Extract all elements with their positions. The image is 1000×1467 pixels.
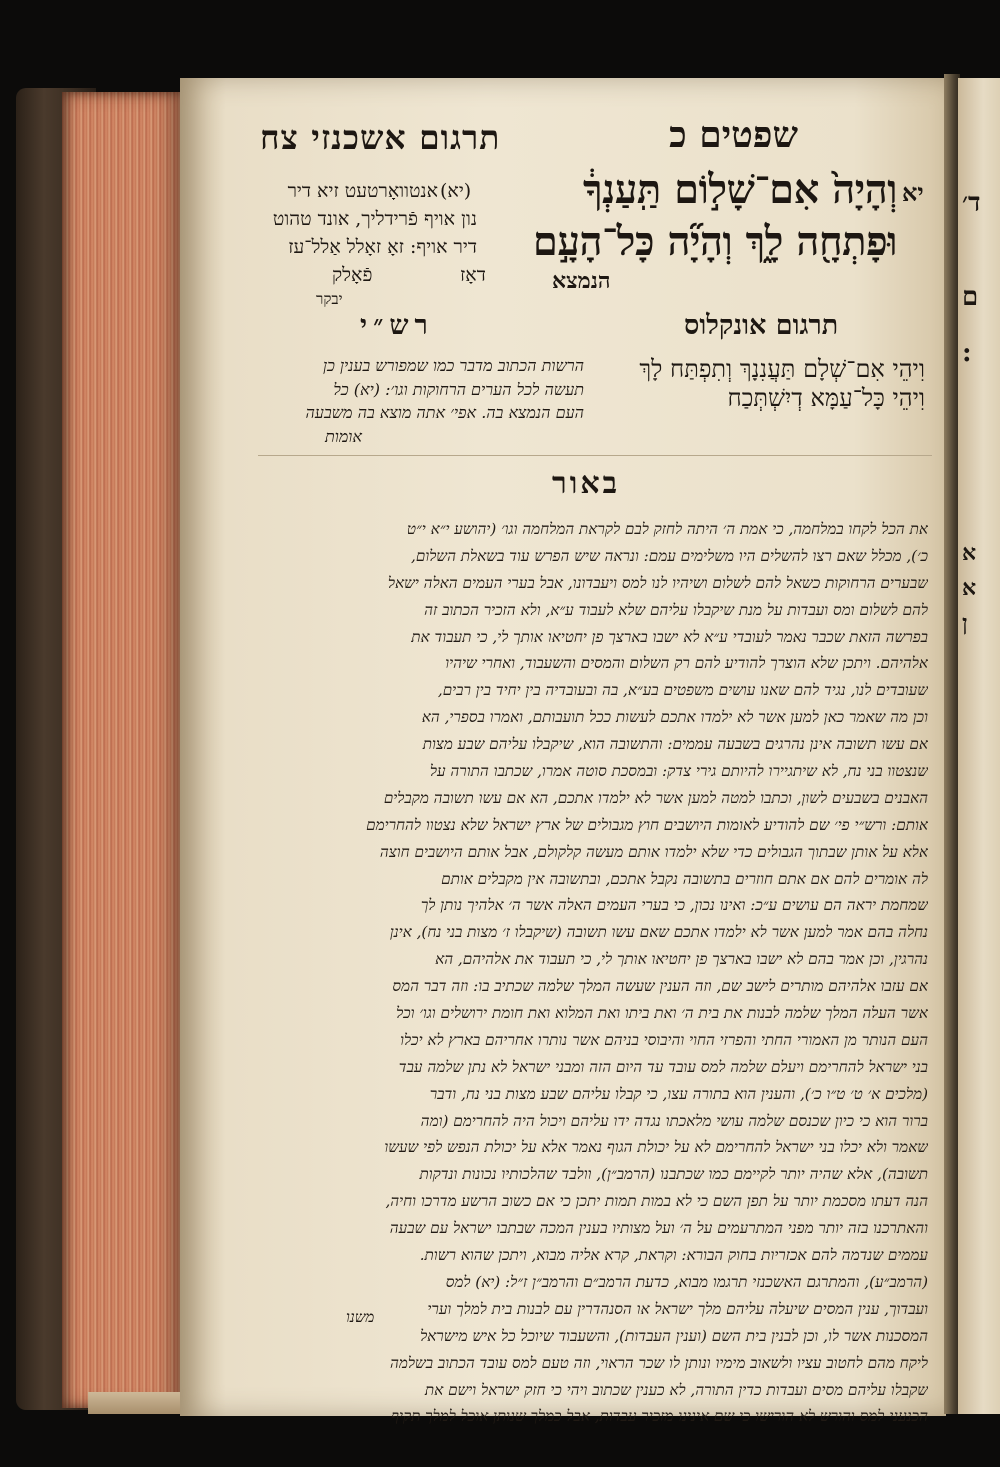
- biur-line: אלא על אותן שבתוך הגבולים כדי שלא ילמדו אותם מעשה קלקולם, אבל אותם היושבים חוצה: [379, 842, 928, 861]
- section-divider: [258, 455, 932, 456]
- running-header-right: שפטים כ: [669, 114, 798, 156]
- running-header-left: תרגום אשכנזי צח: [260, 118, 501, 157]
- biur-line: והאתרכנו בזה יותר מפני המתרעמים על ה׳ ועל מצותיו בענין המכה שבתבו ישראל עם שבעה: [389, 1219, 928, 1238]
- facing-page: [958, 78, 1000, 1414]
- facing-page-fragment: א: [962, 540, 977, 566]
- biur-commentary: [220, 516, 928, 1430]
- facing-page-fragment: ן: [962, 610, 968, 636]
- biur-line: עממים שנדמה להם אכזריות בחוק הבורא: וקראת, קרא אליה מבוא, ויתכן שהוא רשות.: [419, 1246, 928, 1265]
- translation-line: פֿאָלק: [332, 264, 373, 286]
- biur-line: ברור הוא כי כיון שכנסם שלמה עושי מלאכתו נגדה ידו עליהם ויכול היה להחרימם (ומה: [420, 1111, 928, 1130]
- rashi-line: העם הנמצא בה. אפי׳ אתה מוצא בה משבעה: [305, 403, 584, 422]
- rashi-heading: רש״י: [360, 310, 434, 341]
- facing-page-fragment: ד׳: [962, 188, 981, 218]
- biur-line: ועבדוך, ענין המסים שיעלה עליהם מלך ישראל או הסנהדרין עם לבנות בית למלך וערי: [427, 1299, 928, 1318]
- biur-line: הכנעני למס והורש לא הורישו כי שם אינינו מזכיר עבדות, אבל כמלך שנותן אוכל למלך תקיף: [391, 1407, 928, 1426]
- biur-line: הנה דעתו מסכמת יותר על תפן השם כי לא במות תמות יתכן כי אם כשוב הרשע מדרכו וחיה,: [385, 1192, 928, 1211]
- biur-line: (מלכים א׳ ט׳ ט״ו כ׳), והענין הוא בתורה עצו, כי קבלו עליהם שבע מצות בני נח, ודבר: [429, 1084, 928, 1103]
- onkelos-heading: תרגום אונקלוס: [684, 310, 839, 341]
- onkelos-line: וִיהֵי אִם־שְׁלָם תַּעֲנִנָךְ וְתִפְתַּח לָךְ: [639, 355, 925, 383]
- biur-line: העם הנותר מן האמורי החתי והפרזי החוי והיבוסי בניהם אשר נותרו אחריהם בארץ לא יכלו: [400, 1030, 928, 1049]
- biur-line: שנצטוו בני נח, לא שיתגיירו להיותם גירי צדק: ובמסכת סוטה אמרו, שכתבו התורה על: [429, 762, 928, 781]
- biur-line: אשר העלה המלך שלמה לבנות את בית ה׳ ואת ביתו ואת המלוא ואת חומת ירושלים וגו׳ וכל: [396, 1004, 928, 1023]
- biur-line: שבערים הרחוקות כשאל להם לשלום ושיהיו לנו למס ויעבדונו, אבל בערי העמים האלה ישאל: [387, 573, 928, 592]
- biur-line: אלהיהם. ויתכן שלא הוצרך להודיע להם רק השלום והמסים והשעבוד, ואחרי שיהיו: [445, 654, 928, 673]
- biur-line: בפרשה הזאת שכבר נאמר לעובדי ע״א לא ישבו בארצך פן יחטיאו אותך לי, כי תעבוד את: [411, 627, 928, 646]
- biur-line: שאמר ולא יכלו בני ישראל להחרימם לא על יכולת הגוף נאמר אלא על יכולת הנפש לפי שעשו: [384, 1138, 928, 1157]
- translation-catchword: יבקר: [316, 290, 343, 308]
- biur-line: אם עשו תשובה אינן נהרגים בשבעה עממים: והתשובה הוא, שיקבלו עליהם שבע מצות: [422, 735, 928, 754]
- biur-line: אם עזבו אלהיהם מותרים לישב שם, וזה הענין שעשה המלך שלמה שכתיב בו: וזה דבר המס: [392, 977, 928, 996]
- biur-line: המסכנות אשר לו, וכן לבנין בית השם (וענין העבדות), והשעבוד שיוכל כל איש מישראל: [420, 1326, 928, 1345]
- biur-heading: באור: [552, 466, 621, 501]
- translation-line: דיר אויף: זאָ זאָלל אַלל־עז: [288, 236, 477, 258]
- biur-line: שקבלו עליהם מסים ועבדות כדין התורה, לא כענין שכתוב ויהי כי חזק ישראל וישם את: [424, 1380, 928, 1399]
- biur-line: ליקח מהם לחטוב עציו ולשאוב מימיו ונותן לו שכר הראוי, וזה טעם למס עובד הכתוב בשלמה: [390, 1353, 928, 1372]
- onkelos-line: וִיהֵי כָּל־עַמָּא דְיִשְׁתְּכַח: [727, 384, 925, 412]
- biur-line: להם לשלום ומס ועבדות על מנת שיקבלו עליהם שלא לעבוד ע״א, ולא הזכיר הכתוב זה: [424, 600, 928, 619]
- facing-page-fragment: א: [962, 575, 977, 601]
- biur-line: נהרגין, וכן אמר בהם לא ישבו בארצך פן יחטיאו אותך לי, כי תעבוד את אלהיהם, הא: [435, 950, 928, 969]
- translation-verse-number: (יא): [440, 180, 472, 202]
- facing-page-fragment: ם: [962, 282, 979, 312]
- page-catchword: משנו: [346, 1308, 375, 1326]
- verse-line: וּפָתְחָ֖ה לָ֑ךְ וְהָיָ֞ה כָּל־הָעָ֣ם: [532, 218, 897, 265]
- translation-line: נון אויף פֿרידליך, אונד טהוט: [272, 208, 477, 230]
- biur-line: (הרמב״ע), והמתרגם האשכנזי תרגמו מבוא, כדעת הרמב״ם והרמב״ן ז״ל: (יא) למס: [445, 1272, 928, 1291]
- verse-number: יא: [902, 178, 924, 207]
- biur-line: לה אומרים להם אם אתם חוזרים בתשובה נקבל אתכם, ובתשובה אין מקבלים אותם: [441, 869, 928, 888]
- biur-line: את הכל לקחו במלחמה, כי אמת ה׳ היתה לחזק לבם לקראת המלחמה וגו׳ (יהושע י״א י״ט: [406, 520, 928, 538]
- biur-line: שמחמת יראה הם עושים ע״כ: ואינו נכון, כי בערי העמים האלה אשר ה׳ אלהיך נותן לך: [420, 896, 928, 915]
- rashi-line: אומות: [324, 427, 362, 446]
- facing-page-fragment: :: [962, 338, 972, 368]
- rashi-line: הרשות הכתוב מדבר כמו שמפורש בענין כן: [322, 356, 584, 375]
- biur-line: בני ישראל להחרימם ויעלם שלמה למס עובד עד היום הזה ומבני ישראל לא נתן שלמה עבד: [398, 1057, 928, 1076]
- biur-line: וכן מה שאמר כאן למען אשר לא ילמדו אתכם לעשות ככל תועבותם, ואמרו בספרי, הא: [421, 708, 928, 727]
- biur-line: נחלה בהם אמר למען אשר לא ילמדו אתכם שאם עשו תשובה (שיקבלו ז׳ מצות בני נח), אינן: [389, 923, 928, 942]
- verse-line: וְהָיָה֙ אִם־שָׁל֣וֹם תַּֽעַנְךָ֔: [583, 166, 897, 213]
- biur-line: תשובה), אלא שהיה יותר לקיימם כמו שכתבנו (הרמב״ן), וולבד שהלכותיו נכונות ונדקות: [419, 1165, 928, 1184]
- translation-line: אנטוואָרטעט זיא דיר: [287, 180, 438, 202]
- biur-line: אותם: ורש״י פי׳ שם להודיע לאומות היושבים חוץ מגבולים של ארץ ישראל שלא נצטוו להחרימם: [366, 815, 928, 834]
- verse-catchword: הנמצא: [552, 268, 611, 294]
- biur-line: האבנים בשבעים לשון, וכתבו למטה למען אשר לא ילמדו אתכם, הא אם עשו תשובה מקבלים: [383, 788, 928, 807]
- rashi-line: תעשה לכל הערים הרחוקות וגו׳: (יא) כל: [333, 380, 584, 399]
- translation-line: דאָז: [460, 264, 486, 286]
- page-edges: [62, 92, 182, 1408]
- biur-line: כ׳), מכלל שאם רצו להשלים היו משלימים עמם: ונראה שיש הפרש עוד בשאלת השלום,: [411, 546, 928, 565]
- biur-line: שעובדים לנו, נגיד להם שאנו עושים משפטים בע״א, בה ובעובדיה בין יחיד בין רבים,: [437, 681, 928, 700]
